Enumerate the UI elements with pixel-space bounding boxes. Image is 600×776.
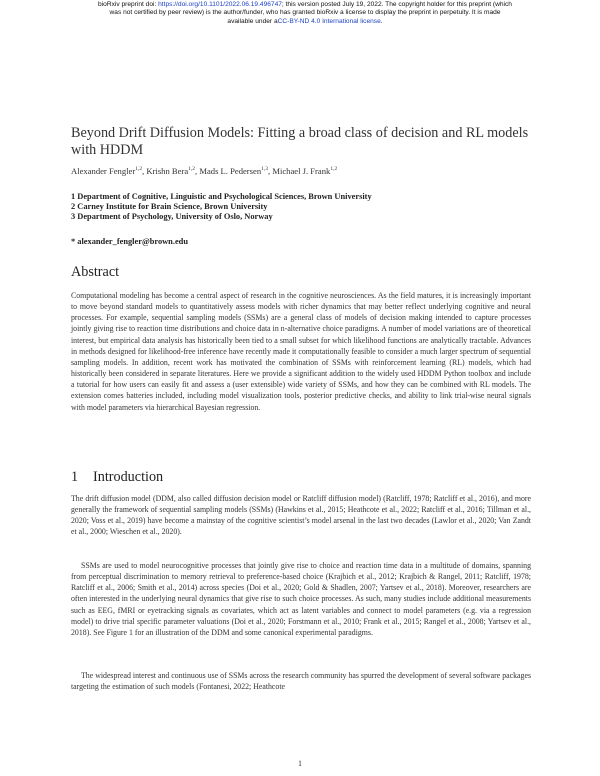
intro-paragraph-1: The drift diffusion model (DDM, also called diffusion decision model or Ratcliff diffusion model) (Ratcliff, 1978; Ratcliff et al., 2016), and more generally the framework of sequential sampling models (SSMs) (Hawkins et al., 2015; Heathcote et al., 2022; Ratcliff et al., 2016; Tillman et al., 2020; Voss et al., 2019) have become a mainstay of the cognitive scientist’s model arsenal in the last two decades (Lawlor et al., 2020; Van Zandt et al., 2000; Wieschen et al., 2020). xyxy=(71,494,531,537)
author-list xyxy=(71,166,337,176)
corresponding-email: * alexander_fengler@brown.edu xyxy=(71,237,188,246)
affiliation-1: 1 Department of Cognitive, Linguistic and Psychological Sciences, Brown University xyxy=(71,192,372,201)
introduction-heading xyxy=(71,469,163,486)
affiliation-3: 3 Department of Psychology, University of Oslo, Norway xyxy=(71,212,273,221)
section-number: 1 xyxy=(71,469,79,485)
intro-paragraph-2: SSMs are used to model neurocognitive processes that jointly give rise to choice and reaction time data in a multitude of domains, spanning from perceptual discrimination to memory retrieval to preference-based choice (Krajbich et al., 2012; Krajbich & Rangel, 2011; Ratcliff, 1978; Ratcliff et al., 2006; Smith et al., 2014) across species (Doi et al., 2020; Gold & Shadlen, 2007; Yartsev et al., 2018). Moreover, researchers are often interested in the underlying neural dynamics that give rise to such choice processes. As such, many studies include additional measurements such as EEG, fMRI or eyetracking signals as covariates, which act as latent variables and connect to model parameters (e.g. via a regression model) to drive trial specific parameter valuations (Doi et al., 2020; Forstmann et al., 2010; Frank et al., 2015; Rangel et al., 2008; Yartsev et al., 2018). See Figure 1 for an illustration of the DDM and some canonical experimental paradigms. xyxy=(71,561,531,637)
license-link[interactable]: CC-BY-ND 4.0 International license xyxy=(277,17,381,25)
author: Krishn Bera$^{1,2}$, xyxy=(146,166,200,176)
preprint-notice-line-2: was not certified by peer review) is the author/funder, who has granted bioRxiv a license to display the preprint in perpetuity. It is made xyxy=(109,9,501,17)
affiliation-2: 2 Carney Institute for Brain Science, Brown University xyxy=(71,202,268,211)
abstract-heading: Abstract xyxy=(71,264,120,280)
intro-paragraph-3: The widespread interest and continuous use of SSMs across the research community has spurred the development of several software packages targeting the estimation of such models (Fontanesi, 2022; Heathcote xyxy=(71,671,531,692)
author: Michael J. Frank$^{1,2}$ xyxy=(272,166,338,176)
preprint-notice-line-1: bioRxiv preprint doi: https://doi.org/10.1101/2022.06.19.496747; this version posted July 19, 2022. The copyright holder for this preprint (which xyxy=(98,1,512,8)
section-title: Introduction xyxy=(93,469,164,485)
page-number: 1 xyxy=(298,759,302,768)
author: Alexander Fengler$^{1,2}$, xyxy=(71,166,147,176)
author: Mads L. Pedersen$^{1,3}$, xyxy=(199,166,273,176)
doi-link[interactable]: https://doi.org/10.1101/2022.06.19.496747 xyxy=(158,1,282,8)
preprint-notice xyxy=(40,1,570,26)
preprint-notice-line-3: available under aCC-BY-ND 4.0 International license. xyxy=(227,17,383,25)
paper-title: Beyond Drift Diffusion Models: Fitting a broad class of decision and RL models with HDDM xyxy=(71,125,529,158)
abstract-text: Computational modeling has become a central aspect of research in the cognitive neurosciences. As the field matures, it is increasingly important to move beyond standard models to quantitatively assess models with richer dynamics that may better reflect underlying cognitive and neural processes. For example, sequential sampling models (SSMs) are a general class of models of decision making intended to capture processes jointly giving rise to reaction time distributions and choice data in n-alternative choice paradigms. A number of model variations are of theoretical interest, but empirical data analysis has historically been tied to a small subset for which likelihood functions are analytically tractable. Advances in methods designed for likelihood-free inference have recently made it computationally feasible to consider a much larger spectrum of sequential sampling models. In addition, recent work has motivated the combination of SSMs with reinforcement learning (RL) models, which had historically been considered in separate literatures. Here we provide a significant addition to the widely used HDDM Python toolbox and include a tutorial for how users can easily fit and assess a (user extensible) wide variety of SSMs, and how they can be combined with RL models. The extension comes batteries included, including model visualization tools, posterior predictive checks, and ability to link trial-wise neural signals with model parameters via hierarchical Bayesian regression. xyxy=(71,291,531,412)
